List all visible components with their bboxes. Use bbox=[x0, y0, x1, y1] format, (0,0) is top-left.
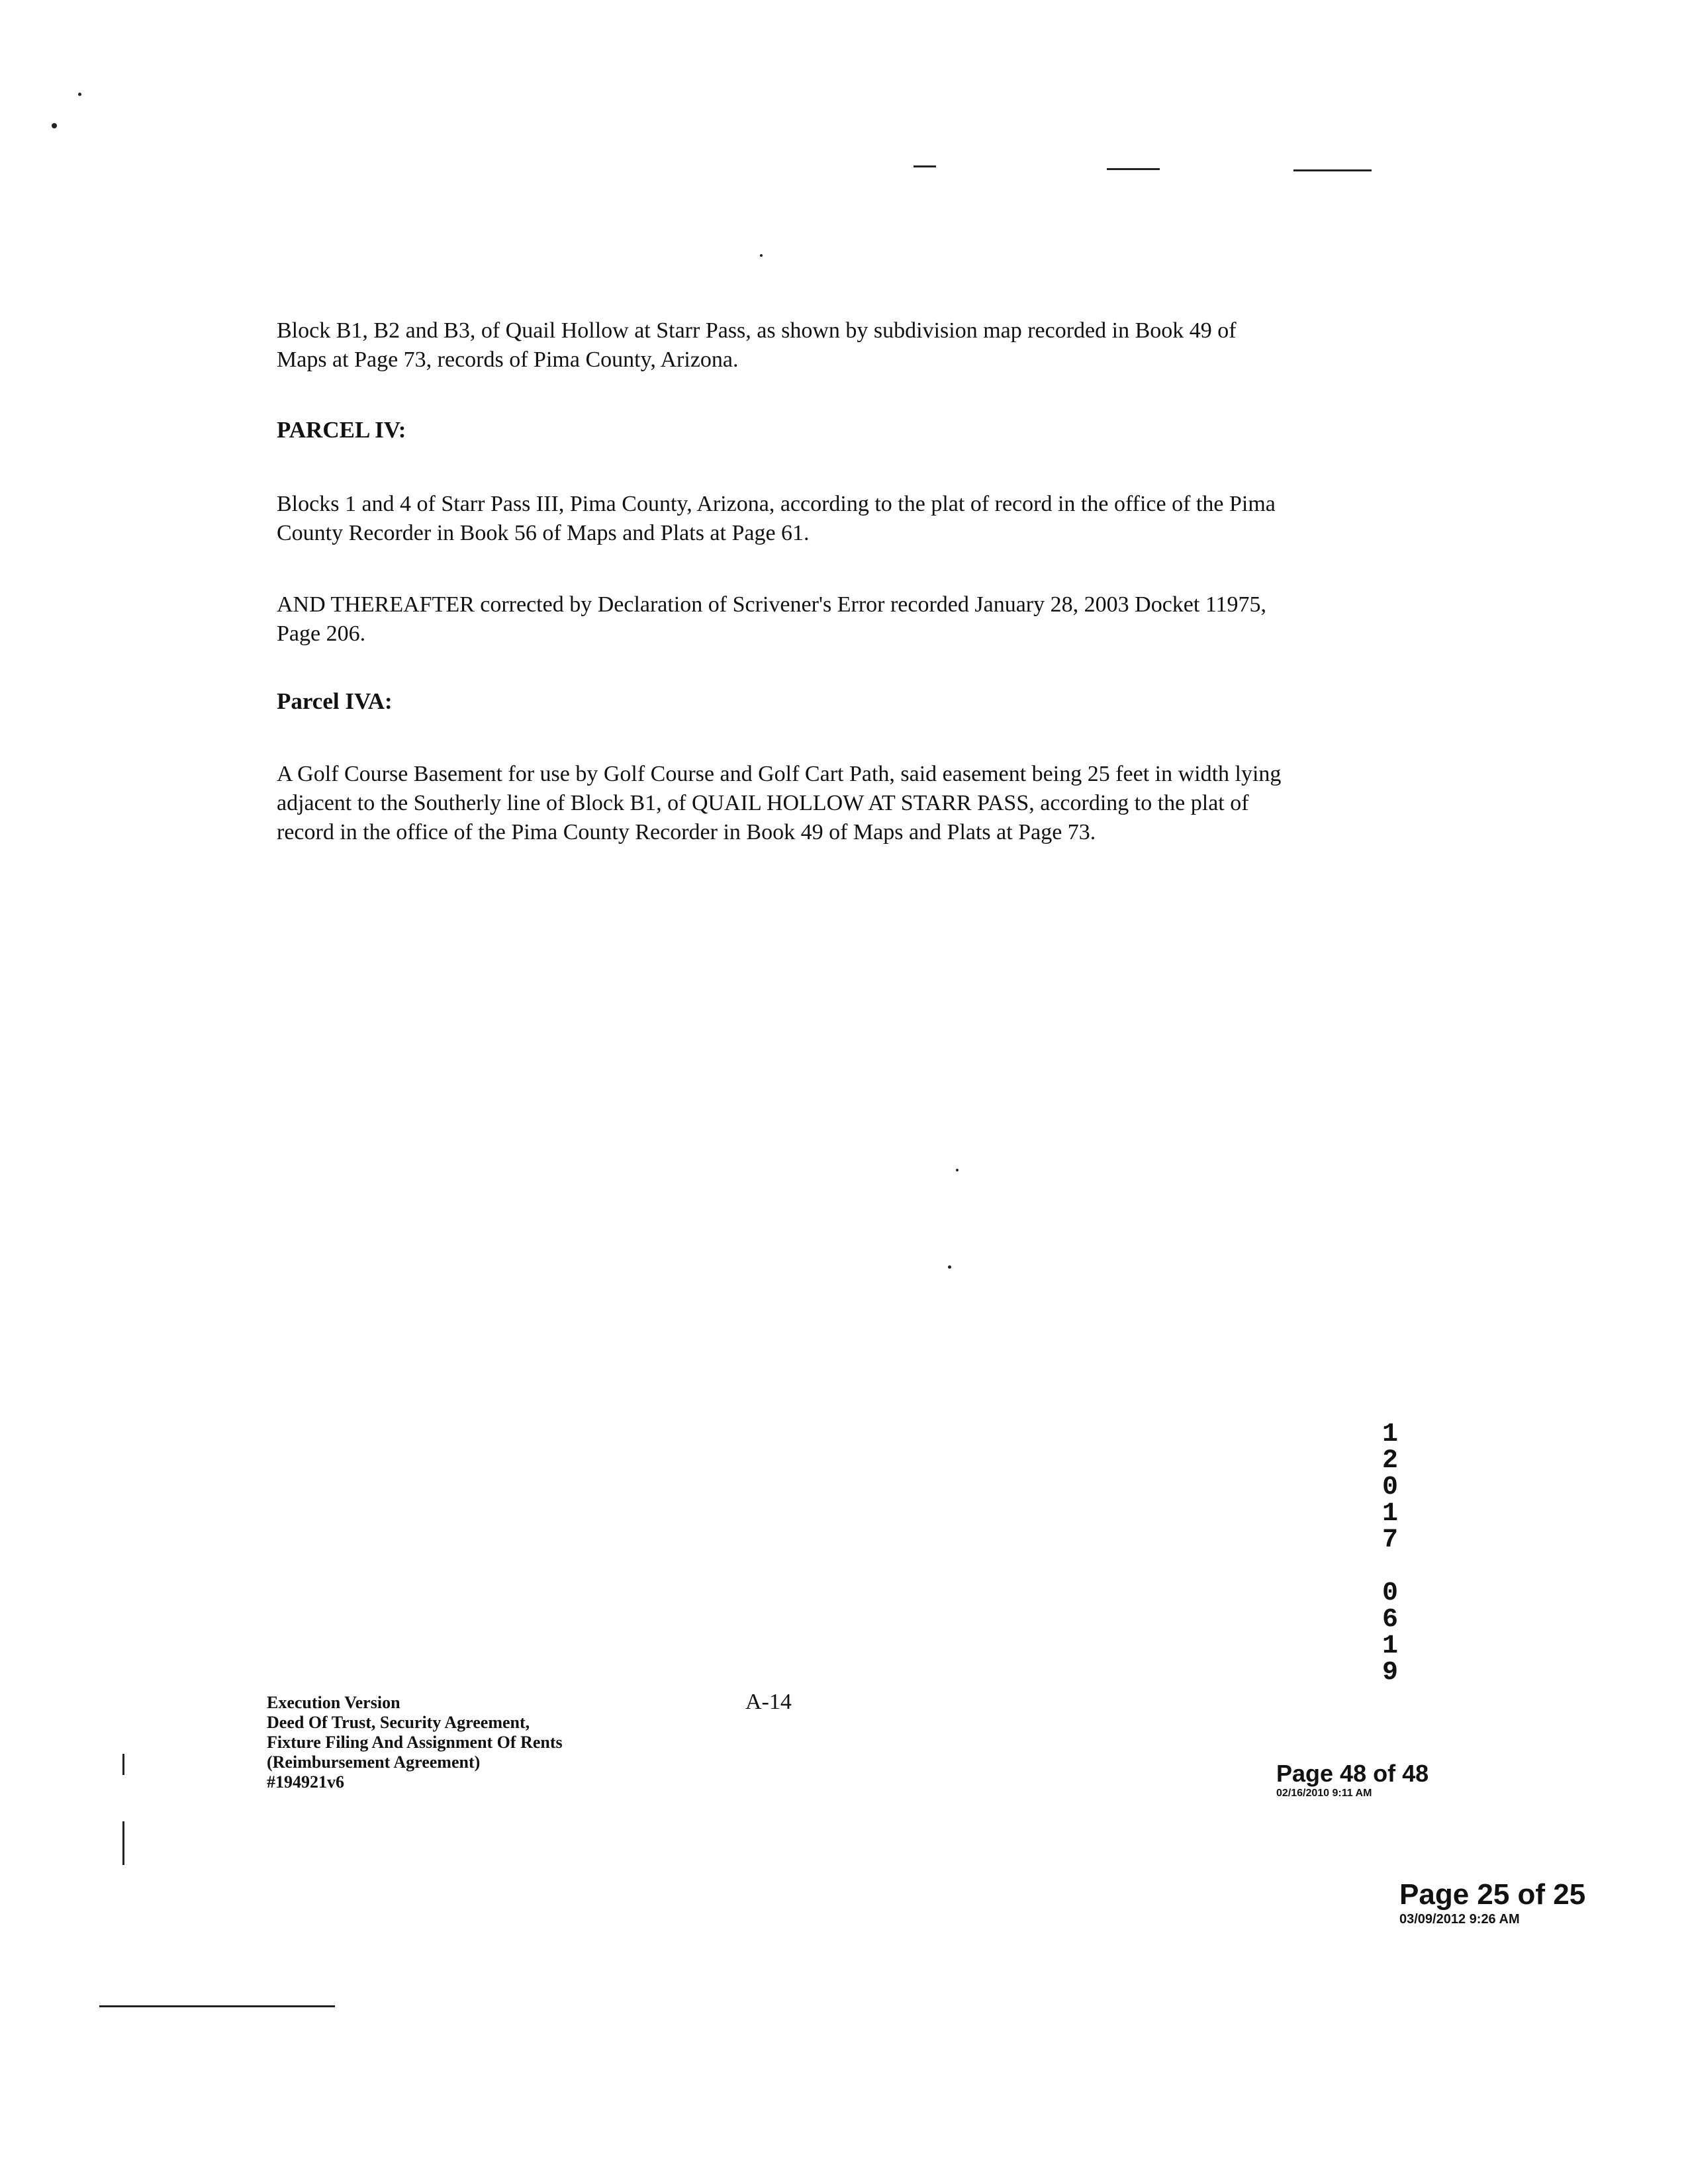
heading-parcel-iv: PARCEL IV: bbox=[277, 417, 406, 443]
footer-doc-number: #194921v6 bbox=[267, 1772, 344, 1792]
scan-dot bbox=[948, 1265, 951, 1269]
docket-digit: 2 bbox=[1382, 1446, 1398, 1476]
docket-digit: 1 bbox=[1382, 1420, 1398, 1449]
stamp-1-page: Page 48 of 48 bbox=[1276, 1760, 1429, 1787]
scan-dash bbox=[1107, 168, 1160, 170]
paragraph-correction: AND THEREAFTER corrected by Declaration of Scrivener's Error recorded January 28, 2003 Docket 11975, Page 206. bbox=[277, 592, 1267, 646]
scan-dot bbox=[52, 123, 57, 128]
scan-line bbox=[99, 2005, 335, 2007]
footer-title-line1: Deed Of Trust, Security Agreement, bbox=[267, 1713, 530, 1732]
footer-page-code: A-14 bbox=[745, 1690, 792, 1714]
scan-tick bbox=[122, 1754, 124, 1775]
docket-digit: 7 bbox=[1382, 1525, 1398, 1555]
footer-version: Execution Version bbox=[267, 1693, 400, 1712]
paragraph-parcel-iv: Blocks 1 and 4 of Starr Pass III, Pima County, Arizona, according to the plat of record in the office of the Pima County Recorder in Book 56 of Maps and Plats at Page 61. bbox=[277, 492, 1276, 545]
paragraph-parcel-iva: A Golf Course Basement for use by Golf Course and Golf Cart Path, said easement being 25 feet in width lying adjacent to the Southerly line of Block B1, of QUAIL HOLLOW AT STARR PASS, according to the plat of record in the office of the Pima County Recorder in Book 49 of Maps and Plats at Page 73. bbox=[277, 762, 1282, 844]
stamp-1-date: 02/16/2010 9:11 AM bbox=[1276, 1788, 1372, 1799]
scan-dot bbox=[956, 1169, 959, 1171]
stamp-2-date: 03/09/2012 9:26 AM bbox=[1399, 1912, 1520, 1927]
scan-tick bbox=[122, 1821, 124, 1865]
docket-digit: 0 bbox=[1382, 1473, 1398, 1502]
docket-digit: 1 bbox=[1382, 1499, 1398, 1529]
docket-gap bbox=[1377, 1554, 1403, 1580]
scan-dash bbox=[1293, 169, 1372, 171]
docket-digit: 1 bbox=[1382, 1631, 1398, 1661]
docket-number-vertical bbox=[1377, 1422, 1403, 1686]
docket-digit: 6 bbox=[1382, 1605, 1398, 1635]
footer-document-info bbox=[267, 1693, 563, 1792]
scan-dash bbox=[914, 165, 936, 167]
page-stamp-2 bbox=[1399, 1878, 1585, 1927]
page-stamp-1 bbox=[1276, 1760, 1429, 1800]
footer-title-line3: (Reimbursement Agreement) bbox=[267, 1752, 481, 1772]
stamp-2-page: Page 25 of 25 bbox=[1399, 1878, 1586, 1911]
heading-parcel-iva: Parcel IVA: bbox=[277, 688, 393, 714]
docket-digit: 9 bbox=[1382, 1658, 1398, 1688]
docket-digit: 0 bbox=[1382, 1578, 1398, 1608]
footer-title-line2: Fixture Filing And Assignment Of Rents bbox=[267, 1733, 563, 1752]
scan-dot bbox=[760, 254, 763, 257]
paragraph-block-b: Block B1, B2 and B3, of Quail Hollow at Starr Pass, as shown by subdivision map recorded in Book 49 of Maps at Page 73, records of Pima County, Arizona. bbox=[277, 318, 1237, 372]
scan-dot bbox=[78, 93, 81, 96]
